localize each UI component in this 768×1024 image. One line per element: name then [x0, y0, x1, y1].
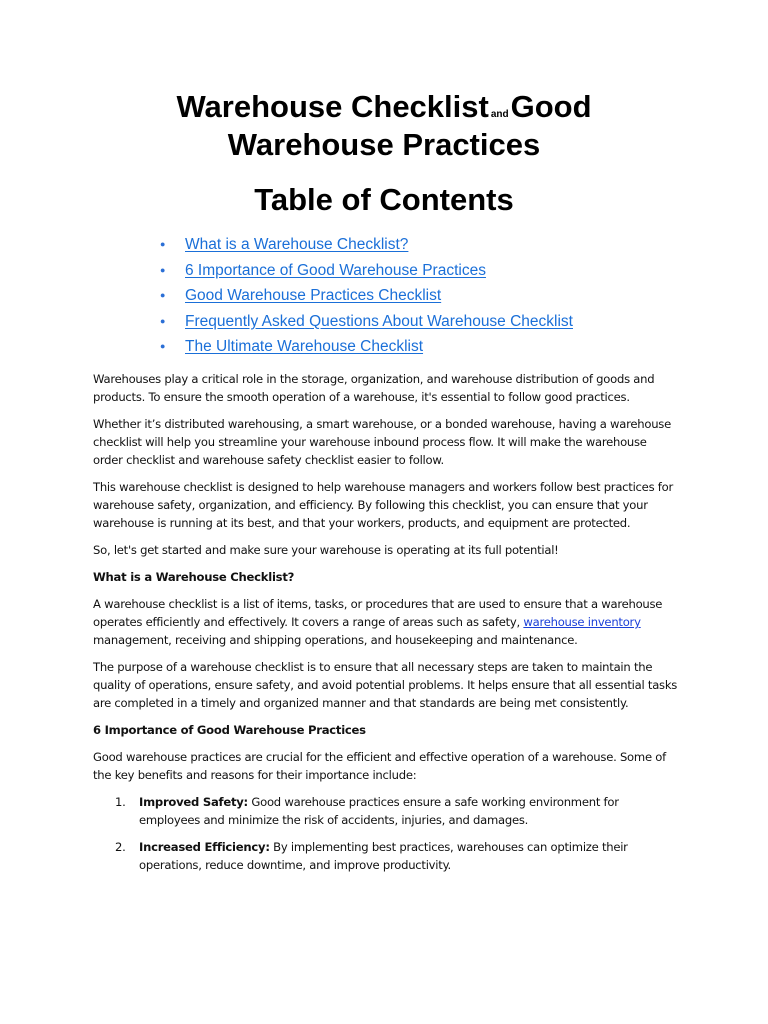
toc-item — [160, 283, 573, 309]
bullet-icon: ● — [160, 239, 166, 249]
section1-text-after-link: management, receiving and shipping operations, and housekeeping and maintenance. — [93, 633, 578, 647]
toc-link-ultimate-checklist[interactable]: The Ultimate Warehouse Checklist — [185, 338, 424, 355]
list-number: 1. — [115, 795, 126, 809]
title-part-2: Good — [510, 89, 592, 124]
table-of-contents — [160, 232, 573, 360]
toc-link-faq[interactable]: Frequently Asked Questions About Warehouse Checklist — [185, 312, 573, 330]
section1-paragraph-1 — [93, 595, 678, 649]
toc-item — [160, 232, 573, 258]
title-connector: and — [490, 109, 509, 120]
list-number: 2. — [115, 840, 126, 854]
toc-link-what-is-checklist[interactable]: What is a Warehouse Checklist? — [185, 236, 409, 253]
toc-link-importance[interactable]: 6 Importance of Good Warehouse Practices — [185, 261, 486, 279]
toc-item — [160, 258, 573, 284]
list-item-term: Improved Safety: — [139, 795, 248, 809]
section1-paragraph-2: The purpose of a warehouse checklist is to ensure that all necessary steps are taken to maintain the quality of operations, ensure safety, and avoid potential problems. It helps ensure that all essential tasks are completed in a timely and organized manner and that standards are being met consistently. — [93, 660, 678, 710]
document-body — [93, 370, 678, 883]
bullet-icon: ● — [160, 315, 166, 326]
section2-intro: Good warehouse practices are crucial for the efficient and effective operation of a warehouse. Some of the key benefits and reasons for their importance include: — [93, 750, 666, 782]
toc-item — [160, 309, 573, 335]
title-part-1: Warehouse Checklist — [176, 89, 489, 124]
intro-paragraph-4: So, let's get started and make sure your warehouse is operating at its full potential! — [93, 543, 559, 557]
section1-text-before-link: A warehouse checklist is a list of items, tasks, or procedures that are used to ensure that a warehouse operates efficiently and effectively. It covers a range of areas such as safety, — [93, 597, 663, 629]
intro-paragraph-3: This warehouse checklist is designed to help warehouse managers and workers follow best practices for warehouse safety, organization, and efficiency. By following this checklist, you can ensure that your warehouse is running at its best, and that your workers, products, and equipment are protected. — [93, 480, 673, 530]
warehouse-inventory-link[interactable]: warehouse inventory — [523, 615, 641, 629]
importance-list — [93, 793, 678, 874]
list-item — [93, 793, 678, 829]
list-item-term: Increased Efficiency: — [139, 840, 270, 854]
list-item — [93, 838, 678, 874]
document-header — [0, 88, 768, 219]
intro-paragraph-1: Warehouses play a critical role in the storage, organization, and warehouse distribution of goods and products. To ensure the smooth operation of a warehouse, it's essential to follow good practices. — [93, 372, 655, 404]
intro-paragraph-2: Whether it’s distributed warehousing, a smart warehouse, or a bonded warehouse, having a warehouse checklist will help you streamline your warehouse inbound process flow. It will make the warehouse order checklist and warehouse safety checklist easier to follow. — [93, 417, 671, 467]
toc-item — [160, 334, 573, 360]
bullet-icon: ● — [160, 290, 166, 300]
document-title-line-1 — [0, 88, 768, 126]
bullet-icon: ● — [160, 341, 166, 351]
section-heading-importance: 6 Importance of Good Warehouse Practices — [93, 723, 366, 737]
section-heading-what-is-checklist: What is a Warehouse Checklist? — [93, 570, 295, 584]
bullet-icon: ● — [160, 264, 166, 275]
toc-heading: Table of Contents — [254, 182, 514, 217]
list-item-text: By implementing best practices, warehouses can optimize their operations, reduce downtime, and improve productivity. — [139, 840, 628, 872]
list-item-text: Good warehouse practices ensure a safe working environment for employees and minimize the risk of accidents, injuries, and damages. — [139, 795, 619, 827]
toc-link-practices-checklist[interactable]: Good Warehouse Practices Checklist — [185, 287, 442, 304]
document-title-line-2: Warehouse Practices — [227, 127, 541, 162]
